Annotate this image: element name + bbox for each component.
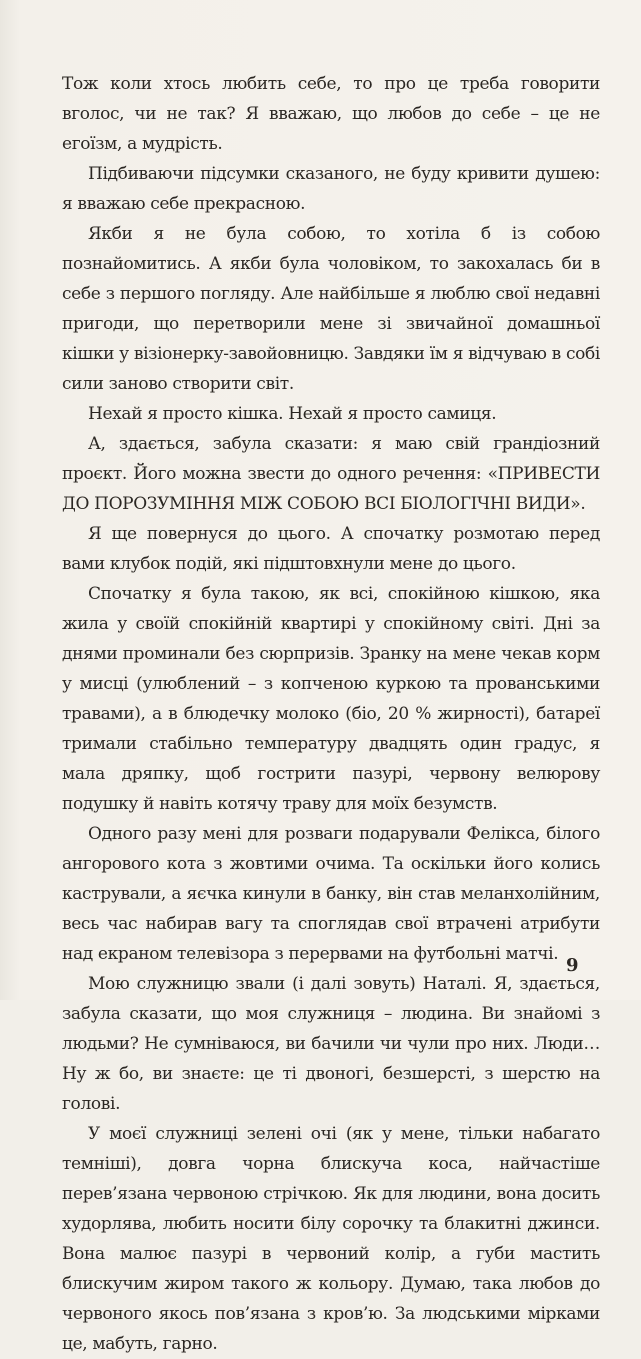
body-text xyxy=(62,69,600,1359)
paragraph-7: Спочатку я була такою, як всі, спокійною кішкою, яка жила у своїй спокійній квартирі у спокійному світі. Дні за днями проминали без сюрпризів. Зранку на мене чекав корм у мисці (улюблений – з копченою куркою та прованськими травами), а в блюдечку молоко (біо, 20 % жирності), батареї тримали стабільно температуру двадцять один градус, я мала дряпку, щоб гострити пазурі, червону велюрову подушку й навіть котячу траву для моїх безумств. xyxy=(62,584,600,814)
paragraph-6: Я ще повернуся до цього. А спочатку розмотаю перед вами клубок подій, які підштовхнули мене до цього. xyxy=(62,524,600,574)
paragraph-3: Якби я не була собою, то хотіла б із собою познайомитись. А якби була чоловіком, то закохалась би в себе з першого погляду. Але найбільше я люблю свої недавні пригоди, що перетворили мене зі звичайної домашньої кішки у візіонерку-завойовницю. Завдяки їм я відчуваю в собі сили заново створити світ. xyxy=(62,224,600,394)
paragraph-5: А, здається, забула сказати: я маю свій грандіозний проєкт. Його можна звести до одного речення: «ПРИВЕСТИ ДО ПОРОЗУМІННЯ МІЖ СОБОЮ ВСІ БІОЛОГІЧНІ ВИДИ». xyxy=(62,434,600,514)
paragraph-2: Підбиваючи підсумки сказаного, не буду кривити душею: я вважаю себе прекрасною. xyxy=(62,164,600,214)
paragraph-8: Одного разу мені для розваги подарували Фелікса, білого ангорового кота з жовтими очима. Та оскільки його колись кастрували, а яєчка кинули в банку, він став меланхолійним, весь час набирав вагу та споглядав свої втрачені атрибути над екраном телевізора з перервами на футбольні матчі. xyxy=(62,824,600,964)
paragraph-1: Тож коли хтось любить себе, то про це треба говорити вголос, чи не так? Я вважаю, що любов до себе – це не егоїзм, а мудрість. xyxy=(62,74,600,154)
paragraph-10: У моєї служниці зелені очі (як у мене, тільки набагато темніші), довга чорна блискуча коса, найчастіше перев’язана червоною стрічкою. Як для людини, вона досить худорлява, любить носити білу сорочку та блакитні джинси. Вона малює пазурі в червоний колір, а губи мастить блискучим жиром такого ж кольору. Думаю, така любов до червоного якось пов’язана з кров’ю. За людськими мірками це, мабуть, гарно. xyxy=(62,1124,600,1354)
page-number: 9 xyxy=(566,955,579,976)
paragraph-9: Мою служницю звали (і далі зовуть) Наталі. Я, здається, забула сказати, що моя служниця – людина. Ви знайомі з людьми? Не сумніваюся, ви бачили чи чули про них. Люди… Ну ж бо, ви знаєте: це ті двоногі, безшерсті, з шерстю на голові. xyxy=(62,974,600,1114)
paragraph-4: Нехай я просто кішка. Нехай я просто самиця. xyxy=(88,404,497,424)
